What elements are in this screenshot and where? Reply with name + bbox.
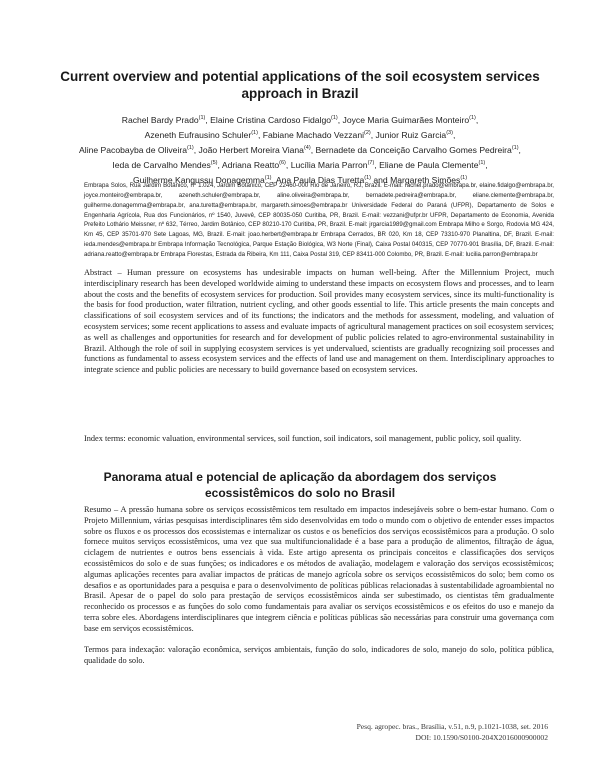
author-list: Rachel Bardy Prado$^{(1)}$, Elaine Cristina Cardoso Fidalgo$^{(1)}$, Joyce Maria Guimarães Monteiro$^{(1)}$, Azeneth Eufrausino Schuler$^{(1)}$, Fabiane Machado Vezzani$^{(2)}$, Junior Ruiz Garcia$^{(3)}$, Aline Pacobayba de Oliveira$^{(1)}$, João Herbert Moreira Viana$^{(4)}$, Bernadete da Conceição Carvalho Gomes Pedreira$^{(1)}$, Ieda de Carvalho Mendes$^{(5)}$, Adriana Reatto$^{(6)}$, Lucília Maria Parron$^{(7)}$, Eliane de Paula Clemente$^{(1)}$, Guilherme Kangussu Donagemma$^{(1)}$, Ana Paula Dias Turetta$^{(1)}$ and Margareth Simões$^{(1)}$: [79, 114, 521, 185]
author-affil-mark: (1): [364, 174, 371, 181]
author-name: Bernadete da Conceição Carvalho Gomes Pedreira: [315, 144, 512, 155]
author-affil-mark: (1): [251, 129, 258, 136]
author-name: Ieda de Carvalho Mendes: [112, 159, 211, 170]
author-affil-mark: (3): [446, 129, 453, 136]
author-affil-mark: (2): [364, 129, 371, 136]
author-name: Ana Paula Dias Turetta: [275, 174, 365, 185]
author-affil-mark: (6): [279, 159, 286, 166]
index-terms: Index terms: economic valuation, environmental services, soil function, soil indicators, soil management, public policy, soil quality.: [84, 434, 522, 443]
author-name: Junior Ruiz Garcia: [375, 129, 447, 140]
author-affil-mark: (1): [478, 159, 486, 166]
author-name: Adriana Reatto: [221, 159, 280, 170]
page-footer: [357, 722, 548, 743]
author-name: Azeneth Eufrausino Schuler: [144, 129, 252, 140]
author-affil-mark: (1): [264, 174, 272, 181]
author-affil-mark: (5): [210, 159, 218, 166]
affiliations: Embrapa Solos, Rua Jardim Botânico, nº 1.024, Jardim Botânico, CEP 22460-000 Rio de Janeiro, RJ, Brazil. E-mail: rachel.prado@embrapa.br, elaine.fidalgo@embrapa.br, joyce.monteiro@embrapa.br, azeneth.schuler@embrapa.br, aline.oliveira@embrapa.br, bernadete.pedreira@embrapa.br, eliane.clemente@embrapa.br, guilherme.donagemma@embrapa.br, ana.turetta@embrapa.br, margareth.simoes@embrapa.br Universidade Federal do Paraná (UFPR), Departamento de Solos e Engenharia Agrícola, Rua dos Funcionários, nº 1540, Juvevê, CEP 80035-050 Curitiba, PR, Brazil. E-mail: vezzani@ufpr.br UFPR, Departamento de Economia, Avenida Prefeito Lothário Meissner, nº 632, Térreo, Jardim Botânico, CEP 80210-170 Curitiba, PR, Brazil. E-mail: jrgarcia1989@gmail.com Embrapa Milho e Sorgo, Rodovia MG 424, Km 45, CEP 35701-970 Sete Lagoas, MG, Brazil. E-mail: joao.herbert@embrapa.br Embrapa Cerrados, BR 020, Km 18, CEP 73310-970 Planaltina, DF, Brazil. E-mail: ieda.mendes@embrapa.br Embrapa Informação Tecnológica, Parque Estação Biológica, W3 Norte (Final), Caixa Postal 040315, CEP 70770-901 Brasília, DF, Brazil. E-mail: adriana.reatto@embrapa.br Embrapa Florestas, Estrada da Ribeira, Km 111, Caixa Postal 319, CEP 83411-000 Colombo, PR, Brazil. E-mail: lucilia.parron@embrapa.br: [84, 182, 554, 258]
author-name: Lucília Maria Parron: [290, 159, 368, 170]
author-name: Elaine Cristina Cardoso Fidalgo: [210, 114, 332, 125]
author-affil-mark: (7): [367, 159, 375, 166]
author-affil-mark: (1): [460, 174, 468, 181]
author-affil-mark: (1): [187, 144, 194, 151]
author-affil-mark: (1): [331, 115, 338, 121]
author-name: Joyce Maria Guimarães Monteiro: [342, 114, 470, 125]
author-name: Margareth Simões: [390, 174, 461, 185]
portuguese-title: Panorama atual e potencial de aplicação da abordagem dos serviços ecossistêmicos do solo no Brasil: [103, 470, 497, 500]
author-name: Eliane de Paula Clemente: [379, 159, 479, 170]
author-affil-mark: (1): [198, 115, 206, 121]
author-affil-mark: (4): [303, 144, 311, 151]
journal-citation: Pesq. agropec. bras., Brasília, v.51, n.9, p.1021-1038, set. 2016: [356, 722, 548, 731]
author-name: Rachel Bardy Prado: [121, 114, 199, 125]
author-conjunction: and: [373, 174, 388, 185]
author-name: Guilherme Kangussu Donagemma: [132, 174, 265, 185]
author-affil-mark: (1): [469, 115, 476, 121]
author-name: Fabiane Machado Vezzani: [262, 129, 365, 140]
termos-indexacao: Termos para indexação: valoração econômica, serviços ambientais, função do solo, indicadores de solo, manejo do solo, política pública, qualidade do solo.: [84, 645, 554, 665]
author-name: Aline Pacobayba de Oliveira: [79, 144, 188, 155]
article-title: Current overview and potential applications of the soil ecosystem services approach in Brazil: [60, 69, 540, 101]
doi: DOI: 10.1590/S0100-204X2016000900002: [415, 732, 548, 742]
author-name: João Herbert Moreira Viana: [198, 144, 304, 155]
abstract-paragraph: Abstract – Human pressure on ecosystems has undesirable impacts on human well-being. After the Millennium Project, much interdisciplinary research has been developed worldwide aiming to understand these impacts on ecosystem flows and processes, and to learn about the costs and the benefits of ecosystem services for production. Soil provides many ecosystem services, since its multi-functionality is the basis for food production, water filtration, nutrient cycling, and other goods essential to life. This article presents the main concepts and classifications of soil ecosystem services and of its functions; the indicators and the methods for assessment, modeling, and valuation of ecosystem services; some recent applications to assess and evaluate impacts of agricultural management practices on soil ecosystem services; as well as challenges and opportunities for research and for development of public policies related to agro-environmental sustainability in Brazil. Although the role of soil in supplying ecosystem services is yet undervalued, scientists are gradually recognizing soil processes and functions as fundamental to assess ecosystem services and the effects of land use and management on them. Interdisciplinary approaches to integrate science and public policies are necessary to build governance based on ecosystem services.: [84, 268, 554, 375]
resumo-paragraph: Resumo – A pressão humana sobre os serviços ecossistêmicos tem resultado em impactos indesejáveis sobre o bem-estar humano. Com o Projeto Millennium, várias pesquisas interdisciplinares têm sido desenvolvidas em todo o mundo com o objetivo de entender esses impactos sobre os fluxos e os processos dos ecossistemas e internalizar os custos e os benefícios dos serviços ecossistêmicos para a produção. O solo fornece muitos serviços ecossistêmicos, uma vez que sua multifuncionalidade é a base para a produção de alimentos, filtração de água, ciclagem de nutrientes e outros bens essenciais à vida. Este artigo apresenta os principais conceitos e classificações dos serviços ecossistêmicos do solo e de suas funções; os indicadores e os métodos de avaliação, modelagem e valoração dos serviços ecossistêmicos; algumas aplicações recentes para avaliar impactos de práticas de manejo agrícola sobre os serviços ecossistêmicos do solo; bem como os desafios e as oportunidades para a pesquisa e para o desenvolvimento de políticas públicas relacionadas à sustentabilidade agroambiental no Brasil. Apesar de o papel do solo para prestação de serviços ecossistêmicos ainda ser subestimado, os cientistas têm gradualmente reconhecido os processos e as funções do solo como fundamentais para avaliar os serviços ecossistêmicos e os efeitos do uso e manejo da terra sobre eles. Abordagens interdisciplinares que integrem ciência e políticas públicas são necessárias para construir uma governança com base em serviços ecossistêmicos.: [84, 505, 554, 633]
author-affil-mark: (1): [511, 144, 519, 151]
